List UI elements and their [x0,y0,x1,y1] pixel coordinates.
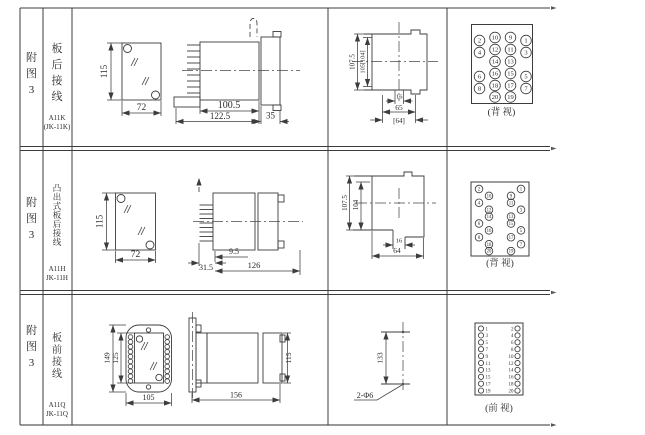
dim-133: 133 [375,352,385,364]
glass-hatch-marks [141,342,157,370]
terminal-circle [165,354,170,359]
dim-64-br: [64] [393,116,405,125]
terminal-circle [128,359,133,364]
terminal-circle [128,349,133,354]
terminal-number: 4 [477,49,482,57]
terminal-number: 19 [508,249,514,255]
row1-figure-char: 附 [26,52,37,64]
row2-wiring-char: 式 [52,201,62,211]
row1-wiring-char: 接 [51,75,63,87]
terminal-circle [478,360,483,365]
row3-model-alt: JK-11Q [46,410,68,418]
dim-72: 72 [130,250,141,260]
terminal-number: 2 [477,37,482,45]
terminal-circle [515,326,520,331]
terminal-number: 13 [508,215,514,221]
terminal-circle [478,333,483,338]
terminal-number: 17 [507,82,514,90]
terminal-number: 3 [485,334,488,340]
terminal-number: 10 [491,34,499,42]
dim-9.5: 9.5 [229,247,239,256]
terminal-circle [478,381,483,386]
terminal-number: 18 [486,242,492,248]
terminal-number: 12 [491,46,499,54]
terminal-number: 16 [508,375,514,381]
terminal-number: 6 [511,341,514,347]
terminal-number: 3 [524,49,528,57]
terminal-number: 2 [477,187,481,193]
row1-panel-cutout-view [349,22,439,125]
terminal-number: 7 [485,348,488,353]
glass-hatch-marks [124,205,145,235]
terminal-number: 16 [491,70,499,78]
terminal-circle [165,345,170,350]
dim-122.5: 122.5 [209,111,231,121]
terminal-circle [478,340,483,345]
terminal-circle [128,345,133,350]
terminal-number: 16 [486,229,492,235]
dim-64: 64 [393,246,401,255]
dim-16: 16 [396,93,403,101]
row2-labels [26,183,68,282]
row2-figure-char: 附 [26,197,37,209]
terminal-circle [128,354,133,359]
terminal-circle [165,379,170,384]
terminal-number: 14 [486,215,492,221]
terminal-number: 7 [519,242,523,248]
terminal-number: 18 [491,82,499,90]
row2-side-view [188,178,303,275]
dim-107.5: 107.5 [348,54,357,70]
terminal-circle [165,374,170,379]
terminal-number: 1 [524,37,528,45]
row3-model: A11Q [48,401,66,409]
row2-front-view [95,193,156,263]
terminal-circle [128,374,133,379]
terminal-number: 10 [508,354,514,360]
row3-terminal-caption: (前 视) [485,404,513,414]
row3-wiring-char: 接 [52,357,62,368]
dim-125: 125 [111,352,120,364]
dim-104: 104 [352,199,360,211]
row2-wiring-char: 线 [52,237,62,247]
dim-156: 156 [230,390,242,400]
row2-wiring-char: 板 [52,210,62,220]
row1-terminal-view [472,25,533,119]
terminal-circle [165,340,170,345]
terminal-circle [515,360,520,365]
terminal-number: 5 [524,73,528,81]
terminal-circle [515,347,520,352]
terminal-number: 8 [511,348,514,353]
row3-figure-char: 图 [26,341,37,353]
row2-figure-char: 3 [28,229,35,241]
terminal-number: 14 [508,368,514,374]
dim-72: 72 [136,103,147,113]
dim-31.5: 31.5 [199,263,213,272]
terminal-number: 20 [508,389,514,395]
row3-figure-char: 附 [26,325,37,337]
terminal-number: 4 [511,334,514,340]
row1-model-alt: (JK-11K) [43,123,71,131]
row1-side-view [174,19,300,125]
terminal-number: 19 [507,94,514,102]
terminal-circle [478,367,483,372]
terminal-circle [128,364,133,369]
row1-terminal-caption: (背 视) [487,108,516,118]
terminal-number: 3 [519,208,523,214]
dim-105-104: 105[104] [359,50,367,74]
terminal-number: 11 [508,201,514,207]
dim-107.5: 107.5 [340,195,349,211]
terminal-number: 15 [507,70,514,78]
terminal-number: 1 [485,327,488,333]
terminal-circle [478,354,483,359]
terminal-number: 20 [486,249,492,255]
terminal-circle [478,347,483,352]
row3-wiring-char: 板 [52,333,62,344]
dim-100.5: 100.5 [217,100,241,111]
terminal-number: 13 [485,368,491,374]
row2-terminal-view [471,182,529,269]
terminal-number: 20 [491,94,499,102]
terminal-circle [165,335,170,340]
terminal-number: 8 [477,85,482,93]
terminal-number: 18 [508,382,514,388]
terminal-circle [165,359,170,364]
terminal-number: 6 [477,73,482,81]
dim-115: 115 [94,214,105,229]
terminal-circle [478,374,483,379]
terminal-number: 9 [485,354,488,360]
terminal-number: 2 [511,327,514,333]
row1-front-view [99,43,161,116]
terminal-circles-front-view [478,326,520,395]
terminal-number: 5 [485,341,488,347]
terminal-circle [165,349,170,354]
terminal-circle [515,333,520,338]
terminal-fins [200,205,214,241]
dim-115: 115 [99,64,109,79]
terminal-circle [515,354,520,359]
terminal-number: 6 [477,222,481,228]
terminal-number: 12 [486,208,492,214]
row3-labels [26,323,68,418]
dim-105: 105 [142,393,155,402]
handle-outline [250,19,257,38]
row2-wiring-char: 后 [52,219,62,229]
terminal-circle [515,381,520,386]
row1-labels [26,41,71,131]
row3-front-view [103,325,172,406]
terminal-circle [515,367,520,372]
terminal-number: 5 [519,229,523,235]
row2-wiring-char: 凸 [52,183,62,193]
terminal-circle [478,388,483,393]
row2-panel-cutout-view [341,172,436,259]
terminal-number: 4 [477,201,481,207]
row1-wiring-char: 线 [51,91,63,103]
row1-wiring-char: 板 [51,43,63,55]
terminal-circles-rear-view [475,185,525,255]
terminal-circle [165,364,170,369]
terminal-circle [515,340,520,345]
row1-model: A11K [48,114,66,122]
terminal-circle [165,369,170,374]
dim-126: 126 [247,260,261,270]
terminal-number: 15 [508,222,514,228]
row3-terminal-view [475,323,523,414]
row1-figure-char: 3 [28,84,35,96]
terminal-circle [515,388,520,393]
terminal-circles-rear-view [474,32,531,102]
terminal-circle [515,374,520,379]
row2-terminal-caption: (背 视) [486,259,514,269]
row2-figure-char: 图 [26,213,37,225]
terminal-circle [478,326,483,331]
terminal-number: 9 [509,194,513,200]
dim-149: 149 [102,352,112,364]
dim-35: 35 [266,110,275,121]
terminal-number: 10 [486,194,492,200]
leader-line [377,385,402,400]
terminal-fins [187,45,200,93]
terminal-number: 12 [508,361,514,367]
terminal-number: 19 [485,389,491,395]
terminal-number: 15 [485,375,491,381]
terminal-number: 17 [508,235,514,241]
row3-wiring-char: 线 [52,369,62,380]
dim-115: 115 [284,352,293,364]
row3-wiring-char: 前 [52,345,62,356]
terminal-circle [128,369,133,374]
terminal-number: 1 [519,187,523,193]
terminal-circle [128,340,133,345]
glass-hatch-marks [131,58,149,85]
terminal-number: 17 [485,382,491,388]
dim-65: 65 [395,103,403,112]
terminal-number: 11 [485,361,491,367]
row3-drilling-plan [354,322,410,400]
row3-side-view [189,312,293,403]
terminal-circle [128,335,133,340]
terminal-number: 11 [507,46,514,54]
terminal-number: 13 [507,58,514,66]
dim-16: 16 [395,237,403,245]
row3-figure-char: 3 [28,357,35,369]
terminal-number: 14 [491,58,499,66]
hole-callout-2-phi6: 2-Φ6 [356,391,374,400]
row1-figure-char: 图 [26,68,37,80]
terminal-number: 7 [524,85,528,93]
row2-wiring-char: 出 [52,192,62,202]
terminal-number: 8 [477,235,481,241]
row2-wiring-char: 接 [52,228,62,238]
row2-model: A11H [48,265,66,273]
terminal-number: 9 [508,34,513,42]
row2-model-alt: JK-11H [46,274,68,282]
row1-wiring-char: 后 [51,59,63,71]
